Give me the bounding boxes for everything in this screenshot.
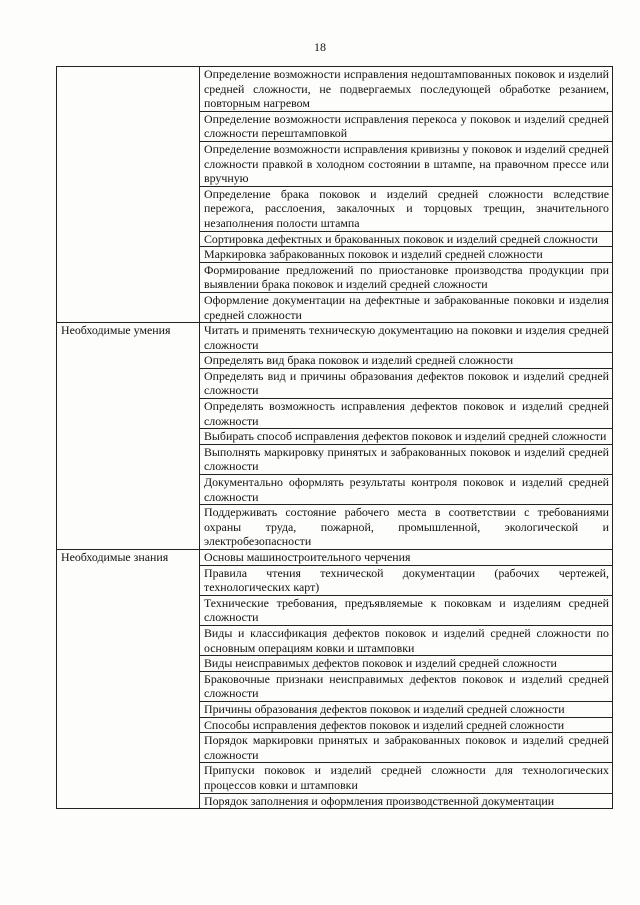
requirement-item: Причины образования дефектов поковок и изделий средней сложности [200, 701, 613, 717]
table-row [57, 550, 613, 566]
section-title: Необходимые умения [57, 323, 200, 550]
requirement-item: Определение возможности исправления кривизны у поковок и изделий средней сложности правкой в холодном состоянии в штампе, на правочном прессе или вручную [200, 141, 613, 186]
section-title: Необходимые знания [57, 550, 200, 809]
requirement-item: Определение брака поковок и изделий средней сложности вследствие пережога, расслоения, закалочных и торцовых трещин, значительного незаполнения полости штампа [200, 186, 613, 231]
table-row [57, 323, 613, 353]
requirement-item: Правила чтения технической документации (рабочих чертежей, технологических карт) [200, 565, 613, 595]
requirement-item: Виды и классификация дефектов поковок и изделий средней сложности по основным операциям ковки и штамповки [200, 625, 613, 655]
page-number: 18 [314, 40, 326, 54]
requirement-item: Сортировка дефектных и бракованных поковок и изделий средней сложности [200, 231, 613, 247]
requirements-table-body [57, 67, 613, 809]
requirement-item: Основы машиностроительного черчения [200, 550, 613, 566]
requirement-item: Оформление документации на дефектные и забракованные поковки и изделия средней сложности [200, 292, 613, 322]
requirement-item: Определять возможность исправления дефектов поковок и изделий средней сложности [200, 399, 613, 429]
requirement-item: Выбирать способ исправления дефектов поковок и изделий средней сложности [200, 429, 613, 445]
requirement-item: Документально оформлять результаты контроля поковок и изделий средней сложности [200, 475, 613, 505]
requirement-item: Определять вид и причины образования дефектов поковок и изделий средней сложности [200, 368, 613, 398]
requirement-item: Формирование предложений по приостановке производства продукции при выявлении брака поковок и изделий средней сложности [200, 262, 613, 292]
requirement-item: Браковочные признаки неисправимых дефектов поковок и изделий средней сложности [200, 671, 613, 701]
requirement-item: Определение возможности исправления недоштампованных поковок и изделий средней сложности, не подвергаемых последующей обработке резанием, повторным нагревом [200, 67, 613, 112]
requirements-table [56, 66, 613, 809]
requirement-item: Технические требования, предъявляемые к поковкам и изделиям средней сложности [200, 595, 613, 625]
requirement-item: Порядок маркировки принятых и забракованных поковок и изделий средней сложности [200, 733, 613, 763]
requirement-item: Определять вид брака поковок и изделий средней сложности [200, 353, 613, 369]
section-title [57, 67, 200, 323]
requirement-item: Определение возможности исправления перекоса у поковок и изделий средней сложности перештамповкой [200, 111, 613, 141]
table-row [57, 67, 613, 112]
requirement-item: Читать и применять техническую документацию на поковки и изделия средней сложности [200, 323, 613, 353]
requirement-item: Выполнять маркировку принятых и забракованных поковок и изделий средней сложности [200, 444, 613, 474]
requirement-item: Припуски поковок и изделий средней сложности для технологических процессов ковки и штамповки [200, 763, 613, 793]
requirement-item: Порядок заполнения и оформления производственной документации [200, 793, 613, 809]
requirement-item: Маркировка забракованных поковок и изделий средней сложности [200, 247, 613, 263]
requirement-item: Способы исправления дефектов поковок и изделий средней сложности [200, 717, 613, 733]
requirement-item: Виды неисправимых дефектов поковок и изделий средней сложности [200, 656, 613, 672]
requirement-item: Поддерживать состояние рабочего места в соответствии с требованиями охраны труда, пожарной, промышленной, экологической и электробезопасности [200, 505, 613, 550]
